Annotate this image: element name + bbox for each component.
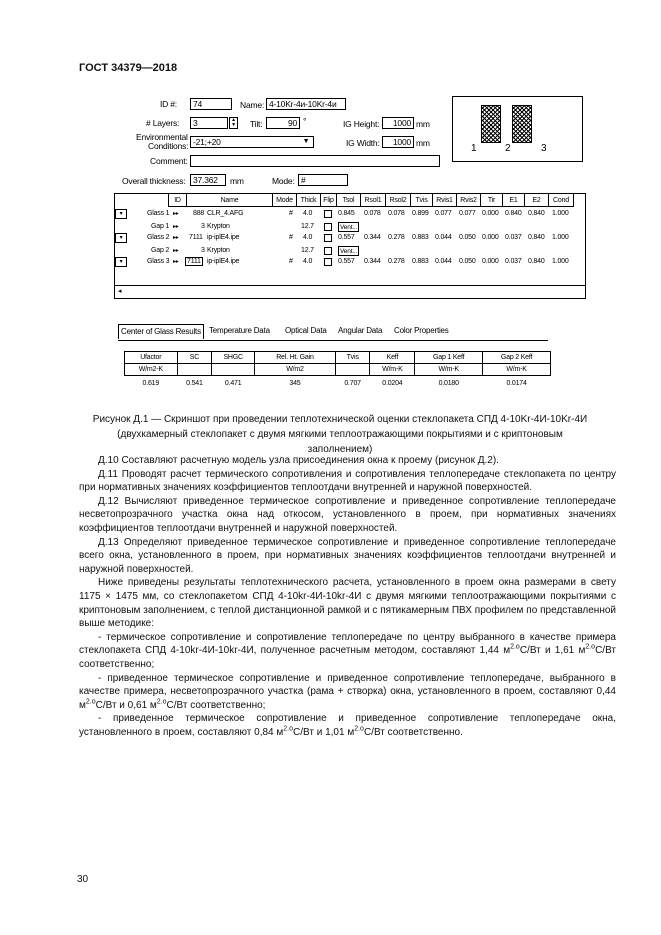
tab-angular-data[interactable]: Angular Data bbox=[338, 326, 383, 335]
col-rvis1[interactable]: Rvis1 bbox=[433, 194, 457, 207]
text-run: - приведенное термическое сопротивление и приведенное сопротивление теплопередаче окна, установленного в проем, составляют 0,84 м bbox=[79, 713, 616, 738]
results-unit: W/m-K bbox=[370, 364, 415, 376]
results-value: 0.707 bbox=[344, 379, 361, 387]
row-thick: 4.0 bbox=[303, 210, 313, 217]
row-e2: 0.840 bbox=[528, 234, 545, 241]
row-cond: 1.000 bbox=[552, 234, 569, 241]
row-rsol2: 0.278 bbox=[388, 234, 405, 241]
row-label: Gap 2 bbox=[151, 247, 170, 254]
table-row bbox=[125, 352, 551, 364]
row-id: 3 bbox=[201, 223, 205, 230]
results-value: 0.0180 bbox=[438, 379, 459, 387]
env-label-1: Environmental bbox=[136, 132, 188, 142]
superscript: 2.о bbox=[156, 698, 167, 706]
paragraph: Ниже приведены результаты теплотехнического расчета, установленного в проем окна размерами в свету 1175 × 1475 мм, со стеклопакетом СПД 4-10kr-4И-10kr-4И с двумя мягкими теплоотражающими покрытиями с криптоновым заполнением, с теплой дистанционной рамкой и с пятикамерным ПВХ профилем по представленной выше методике: bbox=[79, 577, 616, 630]
id-label: ID #: bbox=[160, 99, 177, 109]
col-e2[interactable]: E2 bbox=[525, 194, 549, 207]
mode-field[interactable]: # bbox=[298, 174, 348, 186]
results-unit: W/m-K bbox=[483, 364, 551, 376]
col-id[interactable]: ID bbox=[169, 194, 187, 207]
ig-height-unit: mm bbox=[416, 119, 430, 129]
text-run: С/Вт соответственно. bbox=[363, 726, 463, 738]
table-row bbox=[125, 364, 551, 376]
thickness-field: 37.362 bbox=[190, 174, 226, 186]
row-thick: 12.7 bbox=[301, 223, 314, 230]
row-name: Krypton bbox=[207, 223, 230, 230]
row-rvis2: 0.050 bbox=[459, 258, 476, 265]
paragraph: Д.10 Составляют расчетную модель узла присоединения окна к проему (рисунок Д.2). bbox=[98, 455, 499, 466]
row-id: 7111 bbox=[189, 234, 203, 241]
tab-divider bbox=[118, 340, 548, 341]
body-text bbox=[79, 454, 616, 739]
superscript: 2.о bbox=[510, 643, 520, 651]
results-header: SHGC bbox=[212, 352, 255, 364]
col-cond[interactable]: Cond bbox=[549, 194, 574, 207]
results-unit: W/m-K bbox=[415, 364, 483, 376]
results-value: 0.0174 bbox=[506, 379, 527, 387]
row-name: ip-iplE4.ipe bbox=[207, 234, 240, 241]
row-e1: 0.037 bbox=[505, 258, 522, 265]
results-header: Keff bbox=[370, 352, 415, 364]
glass-pane-2 bbox=[512, 105, 532, 143]
row-rvis2: 0.050 bbox=[459, 234, 476, 241]
col-rvis2[interactable]: Rvis2 bbox=[457, 194, 481, 207]
text-run: - приведенное термическое сопротивление и приведенное сопротивление теплопередаче, выбранного в качестве примера, несветопрозрачного участка (рама + створка) окна, установленного в проем, составляют 0,44 м bbox=[79, 672, 616, 711]
col-tsol[interactable]: Tsol bbox=[337, 194, 361, 207]
col-tvis[interactable]: Tvis bbox=[411, 194, 433, 207]
results-header: Gap 2 Keff bbox=[483, 352, 551, 364]
row-mode: # bbox=[289, 210, 293, 217]
ig-width-field[interactable]: 1000 bbox=[382, 136, 414, 148]
row-id: 888 bbox=[193, 210, 205, 217]
row-tsol: 0.557 bbox=[338, 258, 355, 265]
results-unit bbox=[212, 364, 255, 376]
grid-header-blank bbox=[115, 194, 169, 207]
table-row bbox=[125, 376, 551, 391]
row-e1: 0.840 bbox=[505, 210, 522, 217]
results-value: 0.0204 bbox=[382, 379, 403, 387]
text-run: С/Вт и 0,61 м bbox=[95, 699, 157, 711]
tab-temperature-data[interactable]: Temperature Data bbox=[209, 326, 270, 335]
row-mode: # bbox=[289, 234, 293, 241]
chevron-down-icon[interactable]: ▼ bbox=[302, 138, 310, 145]
superscript: 2.о bbox=[585, 643, 596, 651]
layers-grid bbox=[114, 193, 586, 299]
pane-label-1: 1 bbox=[471, 143, 477, 154]
col-e1[interactable]: E1 bbox=[503, 194, 525, 207]
row-rvis1: 0.044 bbox=[435, 234, 452, 241]
row-rvis2: 0.077 bbox=[459, 210, 476, 217]
row-rvis1: 0.077 bbox=[435, 210, 452, 217]
row-name: ip-iplE4.ipe bbox=[207, 258, 240, 265]
vent-button[interactable]: Vent... bbox=[340, 224, 358, 231]
tilt-label: Tilt: bbox=[250, 119, 263, 129]
row-tvis: 0.883 bbox=[412, 258, 429, 265]
flip-checkbox[interactable] bbox=[324, 210, 332, 218]
col-tir[interactable]: Tir bbox=[481, 194, 503, 207]
row-cond: 1.000 bbox=[552, 210, 569, 217]
caption-line-2: (двухкамерный стеклопакет с двумя мягкими теплоотражающими покрытиями и с криптоновым заполнением) bbox=[117, 429, 563, 455]
text-run: С/Вт соответственно; bbox=[166, 699, 266, 711]
env-conditions-select[interactable] bbox=[190, 136, 314, 148]
row-id-selected[interactable]: 7111 bbox=[187, 258, 201, 265]
results-unit bbox=[335, 364, 370, 376]
env-conditions-value: -21;+20 bbox=[193, 137, 221, 147]
name-field[interactable]: 4-10Kr-4и-10Kr-4и bbox=[266, 98, 346, 110]
paragraph bbox=[79, 631, 616, 672]
ig-height-label: IG Height: bbox=[343, 119, 380, 129]
ig-width-unit: mm bbox=[416, 138, 430, 148]
tilt-field[interactable]: 90 bbox=[266, 117, 300, 129]
row-id: 3 bbox=[201, 247, 205, 254]
caption-line-1: Рисунок Д.1 — Скриншот при проведении теплотехнической оценки стеклопакета СПД 4-10Kr-4И-10Kr-4И bbox=[92, 414, 588, 425]
col-name[interactable]: Name bbox=[187, 194, 273, 207]
superscript: 2.о bbox=[354, 725, 364, 733]
glass-pane-1 bbox=[481, 105, 501, 143]
row-tsol: 0.557 bbox=[338, 234, 355, 241]
results-value: 345 bbox=[289, 379, 301, 387]
pane-label-2: 2 bbox=[505, 143, 511, 154]
env-label-2: Conditions: bbox=[148, 141, 189, 151]
row-rsol1: 0.344 bbox=[364, 234, 381, 241]
text-run: С/Вт и 1,61 м bbox=[519, 645, 586, 657]
results-header: Rel. Ht. Gain bbox=[255, 352, 336, 364]
horizontal-scrollbar[interactable] bbox=[115, 285, 585, 286]
results-unit: W/m2 bbox=[255, 364, 336, 376]
mode-label: Mode: bbox=[272, 176, 295, 186]
tab-optical-data[interactable]: Optical Data bbox=[285, 326, 327, 335]
paragraph: Д.13 Определяют приведенное термическое сопротивление и приведенное сопротивление теплопередаче всего окна, установленного в проем, при нормативных значениях коэффициентов теплоотдачи внутренней и наружной поверхностей. bbox=[79, 536, 616, 575]
forward-arrows-icon[interactable]: ▸▸ bbox=[173, 211, 179, 217]
col-mode[interactable]: Mode bbox=[273, 194, 297, 207]
forward-arrows-icon[interactable]: ▸▸ bbox=[173, 248, 179, 254]
text-run: С/Вт и 1,01 м bbox=[293, 726, 355, 738]
layers-label: # Layers: bbox=[146, 118, 180, 128]
tilt-unit: ° bbox=[303, 116, 307, 126]
row-e1: 0.037 bbox=[505, 234, 522, 241]
comment-field[interactable] bbox=[190, 155, 440, 167]
row-rsol1: 0.078 bbox=[364, 210, 381, 217]
text-run: - термическое сопротивление и сопротивление теплопередаче по центру выбранного в качестве примера стеклопакета СПД 4-10kr-4И-10kr-4И, полученное расчетным методом, составляют 1,44 м bbox=[79, 631, 616, 657]
row-e2: 0.840 bbox=[528, 210, 545, 217]
flip-checkbox[interactable] bbox=[324, 247, 332, 255]
results-value: 0.541 bbox=[186, 379, 203, 387]
thickness-label: Overall thickness: bbox=[122, 176, 186, 186]
forward-arrows-icon[interactable]: ▸▸ bbox=[173, 224, 179, 230]
document-header: ГОСТ 34379—2018 bbox=[79, 62, 178, 74]
results-table bbox=[124, 351, 551, 390]
row-tir: 0.000 bbox=[482, 210, 499, 217]
row-mode: # bbox=[289, 258, 293, 265]
paragraph: Д.12 Вычисляют приведенное термическое сопротивление и приведенное сопротивление теплопередаче несветопрозрачного участка окна над откосом, установленного в проем, при нормативных значениях коэффициентов теплоотдачи внутренней и наружной поверхностей. bbox=[79, 495, 616, 534]
paragraph: Д.11 Проводят расчет термического сопротивления и сопротивления теплопередаче стеклопакета по центру при нормативных значениях коэффициентов теплоотдачи внутренней и наружной поверхностей. bbox=[79, 468, 616, 494]
row-name: CLR_4.AFG bbox=[207, 210, 244, 217]
results-header: Gap 1 Keff bbox=[415, 352, 483, 364]
row-tvis: 0.899 bbox=[412, 210, 429, 217]
row-thick: 12.7 bbox=[301, 247, 314, 254]
row-label: Glass 3 bbox=[147, 258, 170, 265]
ig-height-field[interactable]: 1000 bbox=[382, 117, 414, 129]
row-e2: 0.840 bbox=[528, 258, 545, 265]
row-tir: 0.000 bbox=[482, 234, 499, 241]
results-header: Ufactor bbox=[125, 352, 178, 364]
row-tsol: 0.845 bbox=[338, 210, 355, 217]
row-cond: 1.000 bbox=[552, 258, 569, 265]
vent-button[interactable]: Vent... bbox=[340, 248, 358, 255]
row-dropdown-icon[interactable]: ▾ bbox=[115, 233, 127, 243]
thickness-unit: mm bbox=[230, 176, 244, 186]
tab-color-properties[interactable]: Color Properties bbox=[394, 326, 449, 335]
row-tvis: 0.883 bbox=[412, 234, 429, 241]
row-rsol2: 0.278 bbox=[388, 258, 405, 265]
pane-label-3: 3 bbox=[541, 143, 547, 154]
results-value: 0.471 bbox=[224, 379, 242, 387]
row-label: Glass 2 bbox=[147, 234, 170, 241]
glazing-diagram bbox=[452, 96, 583, 162]
results-header: Tvis bbox=[335, 352, 370, 364]
col-thick[interactable]: Thick bbox=[297, 194, 321, 207]
flip-checkbox[interactable] bbox=[324, 223, 332, 231]
results-unit bbox=[177, 364, 212, 376]
scroll-left-icon[interactable]: ◂ bbox=[118, 288, 122, 295]
flip-checkbox[interactable] bbox=[324, 258, 332, 266]
superscript: 2.о bbox=[283, 725, 294, 733]
col-rsol1[interactable]: Rsol1 bbox=[361, 194, 386, 207]
row-rsol1: 0.344 bbox=[364, 258, 381, 265]
comment-label: Comment: bbox=[150, 156, 188, 166]
paragraph bbox=[79, 712, 616, 739]
flip-checkbox[interactable] bbox=[324, 234, 332, 242]
col-flip[interactable]: Flip bbox=[321, 194, 337, 207]
id-field[interactable]: 74 bbox=[190, 98, 232, 110]
row-dropdown-icon[interactable]: ▾ bbox=[115, 257, 127, 267]
text-run: С/Вт соответственно; bbox=[79, 645, 616, 670]
layers-field[interactable]: 3 bbox=[190, 117, 228, 129]
col-rsol2[interactable]: Rsol2 bbox=[386, 194, 411, 207]
name-label: Name: bbox=[240, 100, 265, 110]
row-rvis1: 0.044 bbox=[435, 258, 452, 265]
row-dropdown-icon[interactable]: ▾ bbox=[115, 209, 127, 219]
row-label: Glass 1 bbox=[147, 210, 170, 217]
row-thick: 4.0 bbox=[303, 258, 313, 265]
results-header: SC bbox=[177, 352, 212, 364]
row-label: Gap 1 bbox=[151, 223, 170, 230]
row-name: Krypton bbox=[207, 247, 230, 254]
paragraph bbox=[79, 672, 616, 713]
page-number: 30 bbox=[77, 874, 89, 885]
figure-caption bbox=[90, 412, 590, 457]
layers-spinner[interactable]: ▲ ▼ bbox=[229, 117, 238, 129]
ig-width-label: IG Width: bbox=[346, 138, 380, 148]
row-rsol2: 0.078 bbox=[388, 210, 405, 217]
forward-arrows-icon[interactable]: ▸▸ bbox=[173, 259, 179, 265]
row-tir: 0.000 bbox=[482, 258, 499, 265]
results-unit: W/m2-K bbox=[125, 364, 178, 376]
forward-arrows-icon[interactable]: ▸▸ bbox=[173, 235, 179, 241]
tab-center-of-glass[interactable]: Center of Glass Results bbox=[118, 324, 204, 339]
row-thick: 4.0 bbox=[303, 234, 313, 241]
superscript: 2.о bbox=[85, 698, 96, 706]
results-value: 0.619 bbox=[142, 379, 160, 387]
software-screenshot bbox=[0, 0, 661, 400]
